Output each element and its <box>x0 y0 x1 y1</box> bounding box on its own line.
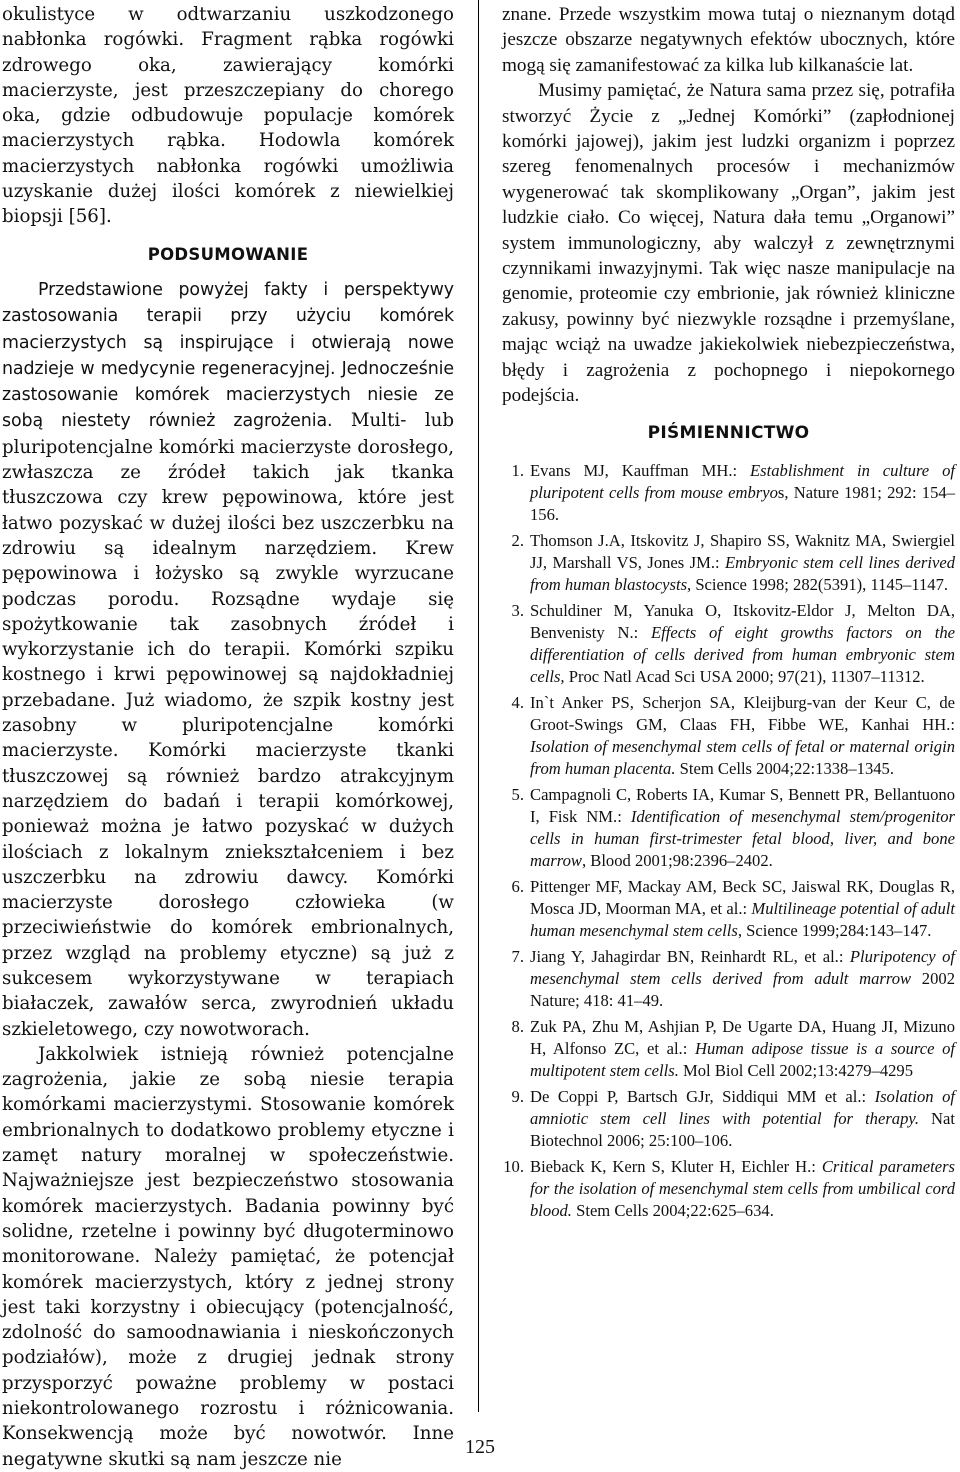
summary-paragraph-serif: Multi- lub pluripotencjalne komórki macierzyste dorosłego, zwłaszcza ze źródeł takich jak tkanka tłuszczowa czy krew pępowinowa, które jest łatwo pozyskać w dużej ilości bez uszczerbku na zdrowiu są idealnym narzędziem. Krew pępowinowa i łożysko są zwykle wyrzucane podczas porodu. Rozsądne wydaje się spożytkowanie tak zasobnych źródeł i wykorzystanie ich do terapii. Komórki szpiku kostnego i krwi pępowinowej są najdokładniej przebadane. Już wiadomo, że szpik kostny jest zasobny w pluripotencjalne komórki macierzyste. Komórki macierzyste tkanki tłuszczowej są również bardzo atrakcyjnym narzędziem do badań i terapii komórkowej, ponieważ można je łatwo pozyskać w dużych ilościach z lokalnym zniekształceniem i bez uszczerbku na zdrowiu dawcy. Komórki macierzyste dorosłego człowieka (w przeciwieństwie do komórek embrionalnych, przez wzgląd na problemy etyczne) są już z sukcesem wykorzystywane w terapiach białaczek, zawałów serca, zwyrodnień układu szkieletowego, czy nowotworach. <box>2 410 454 1040</box>
references-heading: PIŚMIENNICTWO <box>647 422 810 443</box>
reference-authors: Schuldiner M, Yanuka O, Itskovitz-Eldor J, Melton DA, Benvenisty N.: <box>530 600 955 642</box>
reference-number: 9. <box>511 1086 524 1106</box>
nature-paragraph: Musimy pamiętać, że Natura sama przez się, potrafiła stworzyć Życie z „Jednej Komórki” (zapłodnionej komórki jajowej), jakim jest ludzki organizm i poprzez szereg fenomenalnych procesów i mechanizmów wygenerować tak skomplikowany „Organ”, jakim jest ludzkie ciało. Co więcej, Natura dała temu „Organowi” system immunologiczny, aby walczył z zewnętrznymi czynnikami inwazyjnymi. Tak więc nasze manipulacje na genomie, proteomie czy embrionie, jak również kliniczne zakusy, powinny być niezwykle rozsądne i przemyślane, mając wciąż na uwadze jakiekolwiek niebezpieczeństwa, błędy i zagrożenia z pochopnego i niepokornego podejścia. <box>502 80 955 407</box>
reference-item <box>502 692 955 780</box>
reference-title: Effects of eight growths factors on the differentiation of cells derived from human embryonic stem cells, <box>530 622 956 686</box>
reference-source: 2002 Nature; 418: 41–49. <box>530 968 955 1010</box>
reference-authors: Zuk PA, Zhu M, Ashjian P, De Ugarte DA, Huang JI, Mizuno H, Alfonso ZC, et al.: <box>530 1016 955 1058</box>
reference-item <box>502 1016 955 1082</box>
reference-source: Stem Cells 2004;22:1338–1345. <box>675 758 894 778</box>
reference-authors: Campagnoli C, Roberts IA, Kumar S, Bennett PR, Bellantuono I, Fisk NM.: <box>530 784 955 826</box>
reference-item <box>502 460 955 526</box>
reference-authors: Thomson J.A, Itskovitz J, Shapiro SS, Waknitz MA, Swiergiel JJ, Marshall VS, Jones JM.: <box>530 530 955 572</box>
page-number: 125 <box>465 1436 495 1458</box>
reference-title: Isolation of amniotic stem cell lines with potential for therapy. <box>530 1086 955 1128</box>
reference-number: 6. <box>511 876 524 896</box>
reference-title: Pluripotency of mesenchymal stem cells derived from adult marrow <box>530 946 955 988</box>
reference-source: , Blood 2001;98:2396–2402. <box>581 850 773 870</box>
references-list <box>502 460 955 1222</box>
continuation-paragraph: znane. Przede wszystkim mowa tutaj o nieznanym dotąd jeszcze obszarze negatywnych efektów ubocznych, które mogą się zamanifestować za kilka lub kilkanaście lat. <box>502 4 955 76</box>
reference-authors: Pittenger MF, Mackay AM, Beck SC, Jaiswal RK, Douglas R, Mosca JD, Moorman MA, et al.: <box>530 876 955 918</box>
reference-title: Critical parameters for the isolation of mesenchymal stem cells from umbilical cord blood. <box>530 1156 955 1220</box>
reference-source: , Science 1999;284:143–147. <box>737 920 932 940</box>
reference-authors: Jiang Y, Jahagirdar BN, Reinhardt RL, et al.: <box>530 946 850 966</box>
reference-source: Stem Cells 2004;22:625–634. <box>571 1200 774 1220</box>
reference-number: 4. <box>511 692 524 712</box>
reference-item <box>502 530 955 596</box>
reference-source: Nat Biotechnol 2006; 25:100–106. <box>530 1108 955 1150</box>
threats-paragraph: Jakkolwiek istnieją również potencjalne zagrożenia, jakie ze sobą niesie terapia komórkami macierzystymi. Stosowanie komórek embrionalnych to dodatkowo problemy etyczne i zamęt natury moralnej w społeczeństwie. Najważniejsze jest bezpieczeństwo stosowania komórek macierzystych. Badania powinny być solidne, rzetelne i powinny być długoterminowo monitorowane. Należy pamiętać, że potencjał komórek macierzystych, który z jednej strony jest taki korzystny i obiecujący (potencjalność, zdolność do samoodnawiania i nieskończonych podziałów), może z drugiej jednak strony przysporzyć poważne problemy w postaci niekontrolowanego rozrostu i różnicowania. Konsekwencją może być nowotwór. Inne negatywne skutki są nam jeszcze nie <box>2 1043 454 1470</box>
reference-item <box>502 1086 955 1152</box>
reference-number: 2. <box>511 530 524 550</box>
summary-paragraph <box>2 277 454 1042</box>
reference-title: Identification of mesenchymal stem/progenitor cells in human first-trimester fetal blood, liver, and bone marrow <box>530 806 955 870</box>
left-column <box>2 2 454 1472</box>
intro-paragraph: okulistyce w odtwarzaniu uszkodzonego nabłonka rogówki. Fragment rąbka rogówki zdrowego oka, zawierający komórki macierzyste, jest przeszczepiany do chorego oka, gdzie odbudowuje populacje komórek macierzystych rąbka. Hodowla komórek macierzystych nabłonka rogówki umożliwia uzyskanie dużej ilości komórek z niewielkiej biopsji [56]. <box>2 4 454 228</box>
reference-number: 8. <box>511 1016 524 1036</box>
reference-title: Multilineage potential of adult human mesenchymal stem cells <box>530 898 955 940</box>
column-divider <box>478 0 479 1412</box>
reference-title: Embryonic stem cell lines derived from human blastocysts <box>530 552 955 594</box>
reference-title: Human adipose tissue is a source of multipotent stem cells. <box>530 1038 955 1080</box>
reference-number: 5. <box>511 784 524 804</box>
reference-number: 7. <box>511 946 524 966</box>
summary-heading: PODSUMOWANIE <box>147 244 309 264</box>
reference-source: , Science 1998; 282(5391), 1145–1147. <box>687 574 949 594</box>
reference-item <box>502 784 955 872</box>
reference-item <box>502 946 955 1012</box>
reference-item <box>502 600 955 688</box>
reference-source: Mol Biol Cell 2002;13:4279–4295 <box>678 1060 914 1080</box>
reference-authors: Evans MJ, Kauffman MH.: <box>530 460 751 480</box>
right-column <box>502 2 955 1226</box>
reference-number: 10. <box>503 1156 524 1176</box>
reference-authors: In`t Anker PS, Scherjon SA, Kleijburg-van der Keur C, de Groot-Swings GM, Claas FH, Fibbe WE, Kanhai HH.: <box>530 692 955 734</box>
reference-source: s, Nature 1981; 292: 154–156. <box>530 482 955 524</box>
summary-paragraph-sans: Przedstawione powyżej fakty i perspektywy zastosowania terapii przy użyciu komórek macierzystych są inspirujące i otwierają nowe nadzieje w medycynie regeneracyjnej. Jednocześnie zastosowanie komórek macierzystych niesie ze sobą niestety również zagrożenia. <box>2 279 454 432</box>
reference-source: Proc Natl Acad Sci USA 2000; 97(21), 11307–11312. <box>564 666 925 686</box>
reference-item <box>502 876 955 942</box>
reference-title: Isolation of mesenchymal stem cells of fetal or maternal origin from human placenta. <box>530 736 955 778</box>
reference-authors: Bieback K, Kern S, Kluter H, Eichler H.: <box>530 1156 822 1176</box>
reference-number: 3. <box>511 600 524 620</box>
reference-item <box>502 1156 955 1222</box>
reference-authors: De Coppi P, Bartsch GJr, Siddiqui MM et al.: <box>530 1086 875 1106</box>
reference-number: 1. <box>511 460 524 480</box>
reference-title: Establishment in culture of pluripotent cells from mouse embryo <box>530 460 955 502</box>
